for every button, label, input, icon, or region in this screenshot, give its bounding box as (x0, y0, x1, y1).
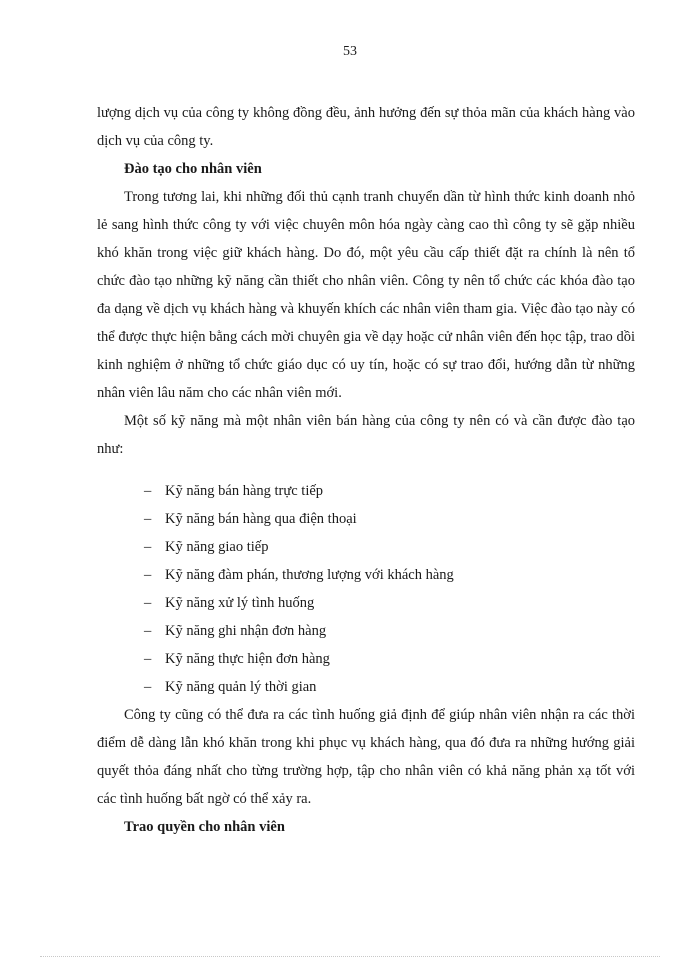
dash-bullet: – (144, 651, 152, 667)
list-item (97, 673, 635, 701)
skill-label: Kỹ năng thực hiện đơn hàng (165, 651, 330, 667)
skills-list (97, 477, 635, 701)
list-item (97, 533, 635, 561)
dash-bullet: – (144, 539, 152, 555)
heading-training: Đào tạo cho nhân viên (124, 161, 262, 177)
list-item (97, 477, 635, 505)
paragraph-skills-intro: Một số kỹ năng mà một nhân viên bán hàng của công ty nên có và cần được đào tạo như: (97, 413, 635, 457)
page-number: 53 (343, 44, 357, 59)
paragraph-situations: Công ty cũng có thể đưa ra các tình huống giả định để giúp nhân viên nhận ra các thời điểm dễ dàng lẫn khó khăn trong khi phục vụ khách hàng, qua đó đưa ra những hướng giải quyết thỏa đáng nhất cho từng trường hợp, tập cho nhân viên có khả năng phản xạ tốt với các tình huống bất ngờ có thể xảy ra. (97, 707, 635, 807)
dash-bullet: – (144, 567, 152, 583)
dash-bullet: – (144, 511, 152, 527)
list-item (97, 617, 635, 645)
paragraph-intro: lượng dịch vụ của công ty không đồng đều, ảnh hưởng đến sự thỏa mãn của khách hàng vào dịch vụ của công ty. (97, 105, 635, 149)
skill-label: Kỹ năng xử lý tình huống (165, 595, 315, 611)
heading-empowerment: Trao quyền cho nhân viên (124, 819, 285, 835)
skill-label: Kỹ năng bán hàng trực tiếp (165, 483, 324, 499)
list-item (97, 589, 635, 617)
dash-bullet: – (144, 679, 152, 695)
dash-bullet: – (144, 483, 152, 499)
skill-label: Kỹ năng đàm phán, thương lượng với khách hàng (165, 567, 454, 583)
page-bottom-rule (40, 956, 660, 957)
list-item (97, 561, 635, 589)
dash-bullet: – (144, 623, 152, 639)
skill-label: Kỹ năng bán hàng qua điện thoại (165, 511, 357, 527)
skill-label: Kỹ năng quản lý thời gian (165, 679, 317, 695)
dash-bullet: – (144, 595, 152, 611)
paragraph-training: Trong tương lai, khi những đối thủ cạnh tranh chuyển dần từ hình thức kinh doanh nhỏ lẻ sang hình thức công ty với việc chuyên môn hóa ngày càng cao thì công ty sẽ gặp nhiều khó khăn trong việc giữ khách hàng. Do đó, một yêu cầu cấp thiết đặt ra chính là nên tổ chức đào tạo những kỹ năng cần thiết cho nhân viên. Công ty nên tổ chức các khóa đào tạo đa dạng về dịch vụ khách hàng và khuyến khích các nhân viên tham gia. Việc đào tạo này có thể được thực hiện bằng cách mời chuyên gia về dạy hoặc cử nhân viên đến học tập, trao dồi kinh nghiệm ở những tổ chức giáo dục có uy tín, hoặc có sự trao đổi, hướng dẫn từ những nhân viên lâu năm cho các nhân viên mới. (97, 189, 635, 401)
document-body (97, 99, 635, 841)
list-item (97, 645, 635, 673)
skill-label: Kỹ năng giao tiếp (165, 539, 269, 555)
list-item (97, 505, 635, 533)
skill-label: Kỹ năng ghi nhận đơn hàng (165, 623, 327, 639)
